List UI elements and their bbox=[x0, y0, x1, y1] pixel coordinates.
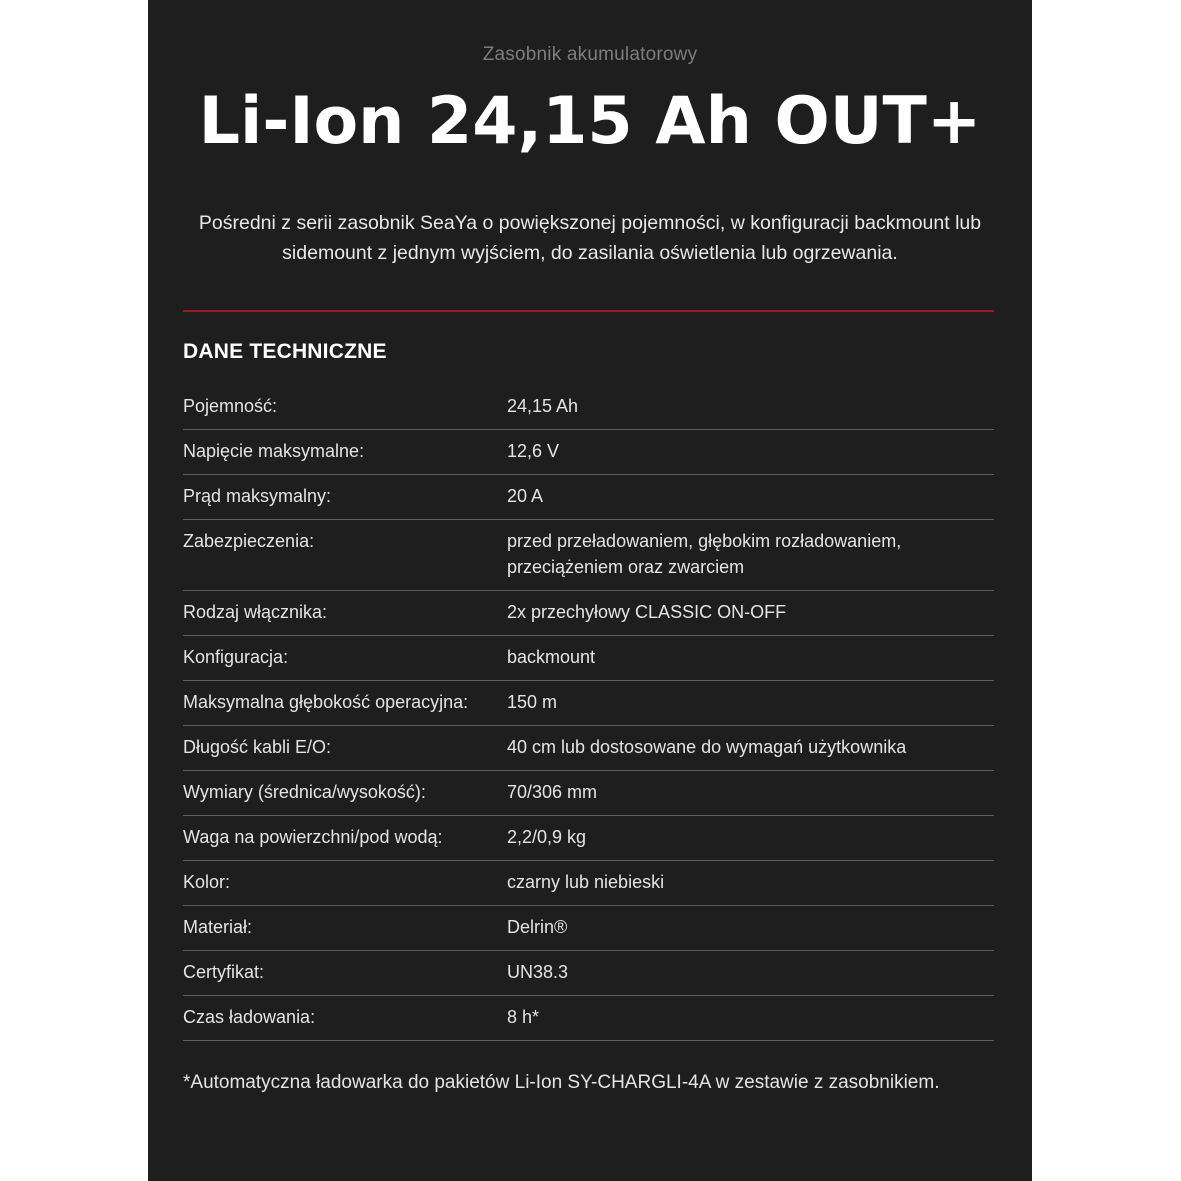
spec-row-switch-type bbox=[183, 591, 994, 636]
spec-row-cable-length bbox=[183, 726, 994, 771]
page-title: Li-Ion 24,15 Ah OUT+ bbox=[198, 84, 982, 159]
spec-row-weight bbox=[183, 816, 994, 861]
spec-label: Maksymalna głębokość operacyjna: bbox=[183, 692, 469, 712]
spec-value: UN38.3 bbox=[507, 962, 569, 982]
spec-label: Materiał: bbox=[183, 917, 253, 937]
spec-label: Konfiguracja: bbox=[183, 647, 289, 667]
spec-label: Prąd maksymalny: bbox=[183, 486, 332, 506]
spec-label: Zabezpieczenia: bbox=[183, 531, 315, 551]
spec-row-capacity bbox=[183, 385, 994, 430]
spec-value: backmount bbox=[507, 647, 596, 667]
specs-heading: DANE TECHNICZNE bbox=[183, 340, 387, 363]
spec-value: 20 A bbox=[507, 486, 544, 506]
spec-value: 2x przechyłowy CLASSIC ON-OFF bbox=[507, 602, 787, 622]
spec-label: Napięcie maksymalne: bbox=[183, 441, 365, 461]
spec-value: 70/306 mm bbox=[507, 782, 598, 802]
footnote: *Automatyczna ładowarka do pakietów Li-Ion SY-CHARGLI-4A w zestawie z zasobnikiem. bbox=[183, 1072, 940, 1093]
spec-value: czarny lub niebieski bbox=[507, 872, 665, 892]
spec-row-material bbox=[183, 906, 994, 951]
spec-row-charging-time bbox=[183, 996, 994, 1041]
spec-value: 2,2/0,9 kg bbox=[507, 827, 587, 847]
spec-row-configuration bbox=[183, 636, 994, 681]
spec-label: Długość kabli E/O: bbox=[183, 737, 332, 757]
spec-value: 8 h* bbox=[507, 1007, 540, 1027]
spec-value: przed przeładowaniem, głębokim rozładowaniem, przeciążeniem oraz zwarciem bbox=[507, 531, 902, 577]
spec-value: 24,15 Ah bbox=[507, 396, 579, 416]
spec-value: 12,6 V bbox=[507, 441, 560, 461]
product-panel bbox=[148, 0, 1032, 1181]
accent-divider bbox=[183, 310, 994, 312]
specs-table bbox=[183, 385, 994, 1041]
spec-row-max-depth bbox=[183, 681, 994, 726]
spec-row-dimensions bbox=[183, 771, 994, 816]
spec-label: Pojemność: bbox=[183, 396, 278, 416]
spec-row-certificate bbox=[183, 951, 994, 996]
spec-row-max-current bbox=[183, 475, 994, 520]
spec-value: 150 m bbox=[507, 692, 558, 712]
product-category: Zasobnik akumulatorowy bbox=[482, 44, 698, 65]
product-description: Pośredni z serii zasobnik SeaYa o powiększonej pojemności, w konfiguracji backmount lub sidemount z jednym wyjściem, do zasilania oświetlenia lub ogrzewania. bbox=[198, 212, 982, 264]
spec-label: Rodzaj włącznika: bbox=[183, 602, 328, 622]
spec-label: Czas ładowania: bbox=[183, 1007, 316, 1027]
spec-label: Wymiary (średnica/wysokość): bbox=[183, 782, 426, 802]
spec-label: Waga na powierzchni/pod wodą: bbox=[183, 827, 443, 847]
spec-label: Kolor: bbox=[183, 872, 231, 892]
spec-row-max-voltage bbox=[183, 430, 994, 475]
spec-value: Delrin® bbox=[507, 917, 568, 937]
spec-label: Certyfikat: bbox=[183, 962, 265, 982]
spec-row-protections bbox=[183, 520, 994, 591]
spec-value: 40 cm lub dostosowane do wymagań użytkownika bbox=[507, 737, 907, 757]
spec-row-color bbox=[183, 861, 994, 906]
